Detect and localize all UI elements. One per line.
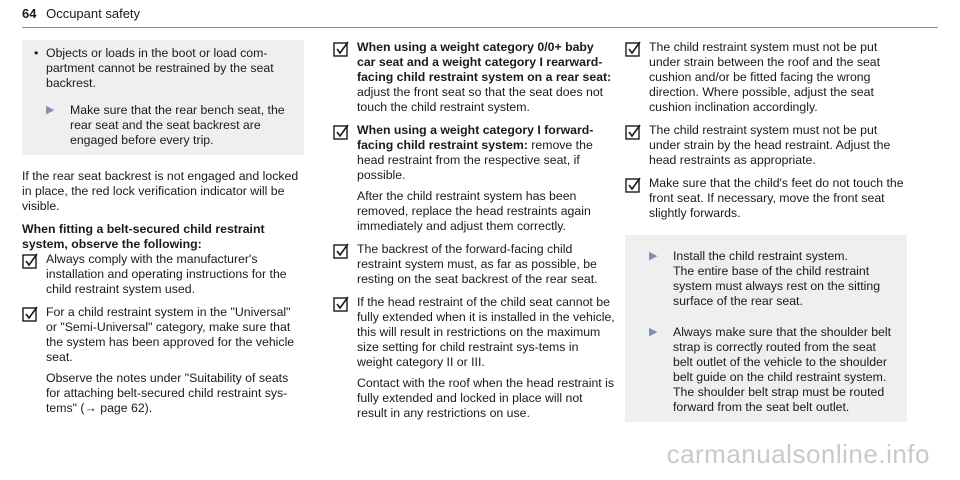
- notice-box: [22, 40, 304, 155]
- action-step: [34, 103, 296, 148]
- bullet-text: Objects or loads in the boot or load com-partment cannot be restrained by the seat backrest.: [46, 46, 274, 90]
- action-step: [637, 249, 899, 309]
- checkbox-check-icon: [22, 252, 46, 297]
- checklist-text: The child restraint system must not be put under strain by the head restraint. Adjust the head restraints as appropriate.: [649, 123, 891, 167]
- header-divider: [22, 27, 938, 28]
- checkbox-check-icon: [22, 305, 46, 416]
- checkbox-check-icon: [625, 40, 649, 115]
- checklist-text: adjust the front seat so that the seat does not touch the child restraint system.: [357, 85, 604, 114]
- action-note: The entire base of the child restraint system must always rest on the sitting surface of the rear seat.: [673, 264, 881, 308]
- column-3: [625, 40, 907, 422]
- action-text: Install the child restraint system.: [673, 249, 848, 263]
- page-number: 64: [22, 6, 37, 21]
- action-text: Make sure that the rear bench seat, the rear seat and the seat backrest are engaged before every trip.: [70, 103, 285, 147]
- checklist-item: [22, 305, 304, 416]
- checklist-text: If the head restraint of the child seat cannot be fully extended when it is installed in the vehicle, this will result in restrictions on the maximum size setting for child restraint sys-tems in weight category II or III.: [357, 295, 615, 369]
- checkbox-check-icon: [333, 40, 357, 115]
- checklist-note: After the child restraint system has been removed, replace the head restraints again immediately and adjust them correctly.: [357, 189, 591, 233]
- checklist-text: For a child restraint system in the "Universal" or "Semi-Universal" category, make sure that the system has been approved for the vehicle seat.: [46, 305, 295, 364]
- checklist-item: [333, 123, 615, 234]
- action-text: Always make sure that the shoulder belt strap is correctly routed from the seat belt outlet of the vehicle to the shoulder belt guide on the child restraint system.: [673, 325, 892, 384]
- section-title: Occupant safety: [46, 6, 141, 21]
- checkbox-check-icon: [333, 295, 357, 421]
- checklist-text: Make sure that the child's feet do not touch the front seat. If necessary, move the front seat slightly forwards.: [649, 176, 904, 220]
- bullet-dot-icon: •: [34, 46, 39, 60]
- action-step: [637, 325, 899, 415]
- checklist-text: The child restraint system must not be put under strain between the roof and the seat cushion and/or be fitted facing the wrong direction. Where possible, adjust the seat cushion inclination accordingly.: [649, 40, 881, 114]
- checklist-note: Contact with the roof when the head restraint is fully extended and locked in place will not result in any restrictions on use.: [357, 376, 615, 420]
- checkbox-check-icon: [625, 176, 649, 221]
- action-note: The shoulder belt strap must be routed forward from the seat belt outlet.: [673, 385, 885, 414]
- checklist-text: remove the head restraint from the respective seat, if possible.: [357, 138, 593, 182]
- checklist-item: [625, 176, 907, 221]
- checklist-item: [333, 242, 615, 287]
- checklist-item: [333, 40, 615, 115]
- checklist-item: [625, 123, 907, 168]
- column-2: [333, 40, 615, 429]
- paragraph: If the rear seat backrest is not engaged and locked in place, the red lock verification indicator will be visible.: [22, 169, 299, 213]
- page-header: [22, 6, 140, 21]
- checklist-item: [22, 252, 304, 297]
- checkbox-check-icon: [333, 123, 357, 234]
- checklist-item: [333, 295, 615, 421]
- triangle-arrow-icon: ▶: [649, 250, 658, 262]
- checklist-text: The backrest of the forward-facing child restraint system must, as far as possible, be resting on the seat backrest of the rear seat.: [357, 242, 598, 286]
- checklist-note: Observe the notes under "Suitability of seats for attaching belt-secured child restraint sys-tems" (→ page 62).: [46, 371, 289, 415]
- checklist-text: Always comply with the manufacturer's installation and operating instructions for the child restraint system used.: [46, 252, 287, 296]
- list-item: [34, 46, 296, 91]
- section-heading: When fitting a belt-secured child restraint system, observe the following:: [22, 222, 265, 251]
- action-box: [625, 235, 907, 422]
- checklist-title: When using a weight category 0/0+ baby car seat and a weight category I rearward-facing child restraint system on a rear seat:: [357, 40, 612, 84]
- column-1: [22, 40, 304, 424]
- checkbox-check-icon: [333, 242, 357, 287]
- watermark: carmanualsonline.info: [666, 439, 930, 469]
- triangle-arrow-icon: ▶: [649, 326, 658, 338]
- checklist-item: [625, 40, 907, 115]
- checklist-title: When using a weight category I forward-facing child restraint system:: [357, 123, 594, 152]
- triangle-arrow-icon: ▶: [46, 104, 55, 116]
- checkbox-check-icon: [625, 123, 649, 168]
